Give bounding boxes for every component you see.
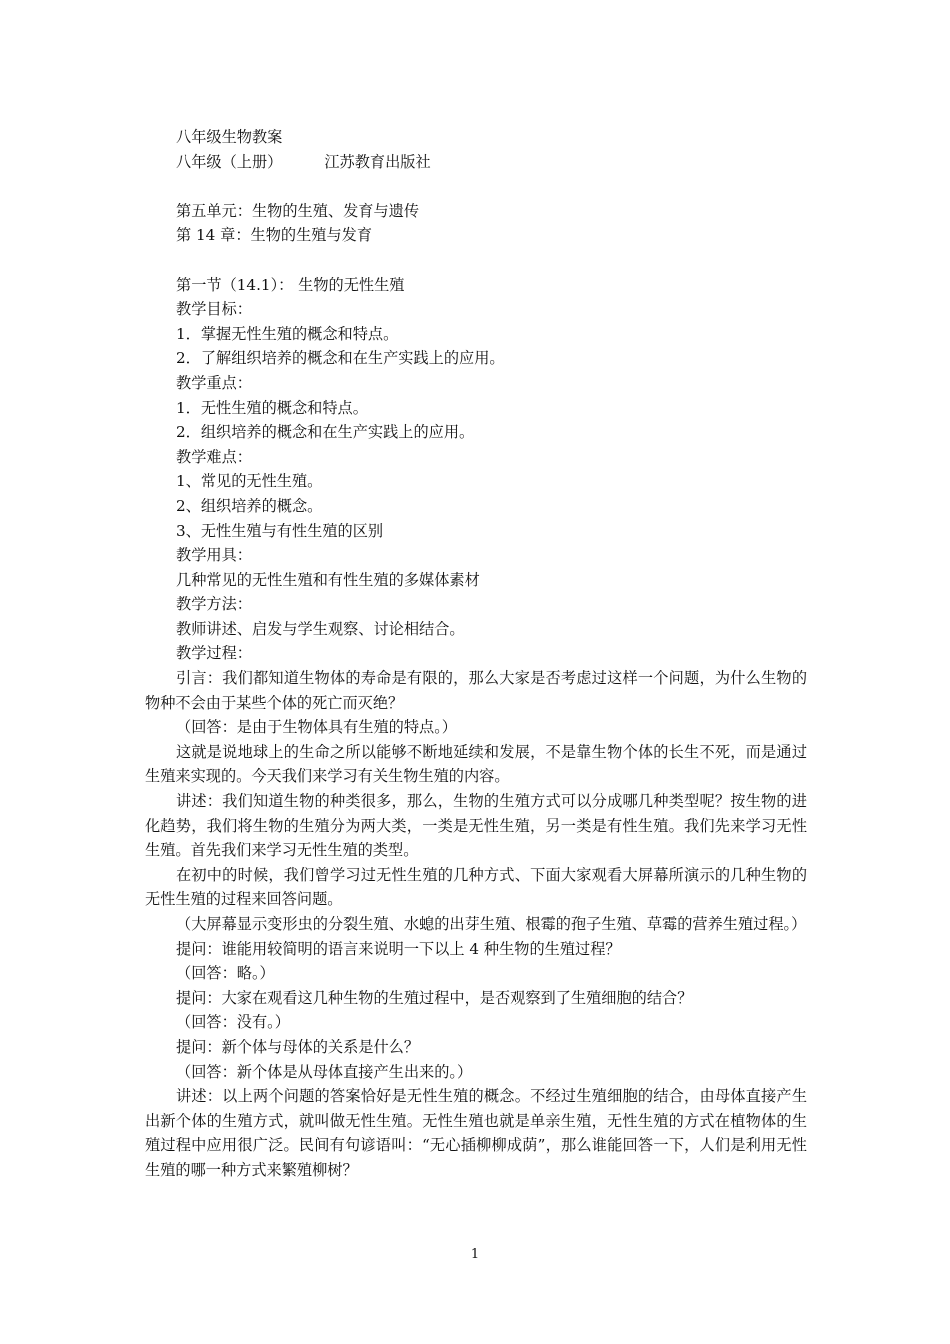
process-paragraph: 提问：谁能用较简明的语言来说明一下以上 4 种生物的生殖过程？	[176, 939, 621, 958]
process-paragraph: 这就是说地球上的生命之所以能够不断地延续和发展，不是靠生物个体的长生不死，而是通过生殖来实现的。今天我们来学习有关生物生殖的内容。	[145, 742, 807, 786]
difficult-points-heading: 教学难点：	[176, 447, 252, 466]
process-paragraph: （回答：是由于生物体具有生殖的特点。）	[176, 718, 457, 737]
process-heading: 教学过程：	[176, 644, 252, 663]
tools-heading: 教学用具：	[176, 546, 252, 565]
method-heading: 教学方法：	[176, 595, 252, 614]
publisher-label: 江苏教育出版社	[324, 152, 431, 171]
key-points-heading: 教学重点：	[176, 373, 252, 392]
process-paragraph: （回答：略。）	[176, 964, 275, 983]
goal-item: 1．掌握无性生殖的概念和特点。	[176, 324, 399, 343]
process-paragraph: 提问：大家在观看这几种生物的生殖过程中，是否观察到了生殖细胞的结合？	[176, 988, 693, 1007]
goal-item: 2．了解组织培养的概念和在生产实践上的应用。	[176, 349, 505, 368]
key-point-item: 1．无性生殖的概念和特点。	[176, 398, 368, 417]
document-title: 八年级生物教案	[176, 128, 283, 146]
method-text: 教师讲述、启发与学生观察、讨论相结合。	[176, 619, 465, 638]
difficult-point-item: 1、常见的无性生殖。	[176, 472, 323, 491]
grade-label: 八年级（上册）	[176, 152, 283, 171]
process-paragraph: 在初中的时候，我们曾学习过无性生殖的几种方式、下面大家观看大屏幕所演示的几种生物的无性生殖的过程来回答问题。	[145, 865, 807, 909]
chapter-title: 第 14 章：生物的生殖与发育	[176, 226, 373, 245]
document-body	[145, 125, 807, 1183]
process-paragraph: 讲述：以上两个问题的答案恰好是无性生殖的概念。不经过生殖细胞的结合，由母体直接产生出新个体的生殖方式，就叫做无性生殖。无性生殖也就是单亲生殖，无性生殖的方式在植物体的生殖过程中应用很广泛。民间有句谚语叫：“无心插柳柳成荫”，那么谁能回答一下，人们是利用无性生殖的哪一种方式来繁殖柳树？	[145, 1087, 807, 1179]
process-paragraph: 讲述：我们知道生物的种类很多，那么，生物的生殖方式可以分成哪几种类型呢？按生物的进化趋势，我们将生物的生殖分为两大类，一类是无性生殖，另一类是有性生殖。我们先来学习无性生殖。首先我们来学习无性生殖的类型。	[145, 792, 807, 860]
tools-text: 几种常见的无性生殖和有性生殖的多媒体素材	[176, 570, 480, 589]
unit-title: 第五单元：生物的生殖、发育与遗传	[176, 201, 419, 220]
process-paragraph: （回答：新个体是从母体直接产生出来的。）	[176, 1062, 473, 1081]
process-paragraph: 引言：我们都知道生物体的寿命是有限的，那么大家是否考虑过这样一个问题，为什么生物的物种不会由于某些个体的死亡而灭绝？	[145, 669, 807, 712]
page-number: 1	[470, 1247, 480, 1262]
process-paragraph: 提问：新个体与母体的关系是什么？	[176, 1037, 419, 1056]
grade-publisher-line	[145, 150, 807, 175]
process-paragraph: （大屏幕显示变形虫的分裂生殖、水螅的出芽生殖、根霉的孢子生殖、草霉的营养生殖过程。）	[176, 915, 807, 933]
difficult-point-item: 3、无性生殖与有性生殖的区别	[176, 521, 384, 540]
difficult-point-item: 2、组织培养的概念。	[176, 496, 323, 515]
section-title: 第一节（14.1）： 生物的无性生殖	[176, 275, 405, 294]
key-point-item: 2．组织培养的概念和在生产实践上的应用。	[176, 423, 475, 442]
goals-heading: 教学目标：	[176, 300, 252, 319]
process-paragraph: （回答：没有。）	[176, 1013, 290, 1032]
